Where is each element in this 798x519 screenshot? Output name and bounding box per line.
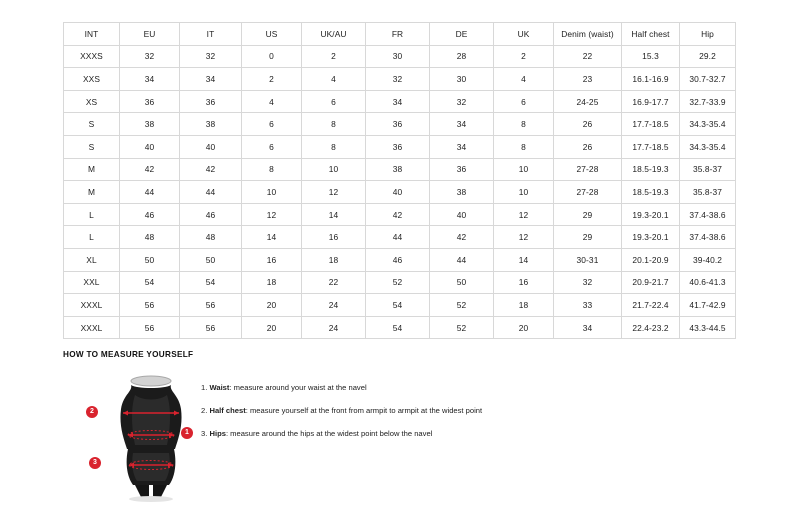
cell-uk-au: 22 xyxy=(302,271,366,294)
cell-int: S xyxy=(64,113,120,136)
cell-half-chest: 17.7-18.5 xyxy=(622,113,680,136)
cell-eu: 38 xyxy=(120,113,180,136)
cell-eu: 34 xyxy=(120,68,180,91)
cell-us: 6 xyxy=(242,135,302,158)
cell-eu: 48 xyxy=(120,226,180,249)
cell-int: XXL xyxy=(64,271,120,294)
table-row xyxy=(64,135,736,158)
cell-eu: 36 xyxy=(120,90,180,113)
badge-waist: 1 xyxy=(181,427,193,439)
table-body xyxy=(64,45,736,339)
note-term: Half chest xyxy=(209,406,246,416)
cell-int: L xyxy=(64,203,120,226)
cell-de: 52 xyxy=(430,294,494,317)
cell-uk-au: 16 xyxy=(302,226,366,249)
cell-it: 54 xyxy=(180,271,242,294)
badge-half-chest: 2 xyxy=(86,406,98,418)
cell-fr: 32 xyxy=(366,68,430,91)
cell-denim-waist: 23 xyxy=(554,68,622,91)
cell-fr: 34 xyxy=(366,90,430,113)
cell-us: 6 xyxy=(242,113,302,136)
cell-denim-waist: 27-28 xyxy=(554,158,622,181)
table-row xyxy=(64,181,736,204)
cell-half-chest: 17.7-18.5 xyxy=(622,135,680,158)
cell-de: 38 xyxy=(430,181,494,204)
column-header-de: DE xyxy=(430,23,494,46)
cell-us: 18 xyxy=(242,271,302,294)
cell-uk: 12 xyxy=(494,203,554,226)
cell-uk-au: 10 xyxy=(302,158,366,181)
cell-hip: 29.2 xyxy=(680,45,736,68)
cell-fr: 38 xyxy=(366,158,430,181)
column-header-uk: UK xyxy=(494,23,554,46)
cell-us: 16 xyxy=(242,248,302,271)
cell-de: 28 xyxy=(430,45,494,68)
cell-int: XXXL xyxy=(64,294,120,317)
how-to-measure-section xyxy=(63,350,763,503)
cell-it: 44 xyxy=(180,181,242,204)
cell-int: XL xyxy=(64,248,120,271)
column-header-fr: FR xyxy=(366,23,430,46)
cell-hip: 43.3-44.5 xyxy=(680,316,736,339)
cell-it: 56 xyxy=(180,316,242,339)
cell-int: XXS xyxy=(64,68,120,91)
cell-half-chest: 16.1-16.9 xyxy=(622,68,680,91)
table-row xyxy=(64,158,736,181)
note-text: : measure around your waist at the navel xyxy=(229,383,367,392)
cell-denim-waist: 22 xyxy=(554,45,622,68)
cell-denim-waist: 27-28 xyxy=(554,181,622,204)
table-row xyxy=(64,248,736,271)
cell-half-chest: 22.4-23.2 xyxy=(622,316,680,339)
cell-us: 10 xyxy=(242,181,302,204)
size-chart-container xyxy=(63,22,735,339)
cell-uk-au: 12 xyxy=(302,181,366,204)
note-text: : measure yourself at the front from armpit to armpit at the widest point xyxy=(245,406,483,416)
cell-hip: 35.8-37 xyxy=(680,158,736,181)
cell-uk-au: 24 xyxy=(302,294,366,317)
measurement-diagram xyxy=(63,373,193,503)
cell-uk: 2 xyxy=(494,45,554,68)
cell-us: 14 xyxy=(242,226,302,249)
measurement-notes xyxy=(193,373,482,452)
cell-denim-waist: 24-25 xyxy=(554,90,622,113)
cell-uk: 14 xyxy=(494,248,554,271)
cell-de: 50 xyxy=(430,271,494,294)
cell-de: 44 xyxy=(430,248,494,271)
cell-uk: 16 xyxy=(494,271,554,294)
cell-it: 42 xyxy=(180,158,242,181)
cell-half-chest: 18.5-19.3 xyxy=(622,158,680,181)
cell-uk: 12 xyxy=(494,226,554,249)
cell-eu: 44 xyxy=(120,181,180,204)
note-index: 3. xyxy=(201,429,208,439)
column-header-half-chest: Half chest xyxy=(622,23,680,46)
cell-hip: 41.7-42.9 xyxy=(680,294,736,317)
cell-int: XXXL xyxy=(64,316,120,339)
table-header-row xyxy=(64,23,736,46)
table-row xyxy=(64,68,736,91)
table-row xyxy=(64,45,736,68)
cell-us: 20 xyxy=(242,316,302,339)
cell-de: 40 xyxy=(430,203,494,226)
cell-fr: 44 xyxy=(366,226,430,249)
cell-uk: 8 xyxy=(494,135,554,158)
cell-us: 8 xyxy=(242,158,302,181)
cell-hip: 40.6-41.3 xyxy=(680,271,736,294)
badge-hips: 3 xyxy=(89,457,101,469)
cell-us: 2 xyxy=(242,68,302,91)
cell-uk: 10 xyxy=(494,181,554,204)
cell-eu: 50 xyxy=(120,248,180,271)
cell-int: L xyxy=(64,226,120,249)
column-header-hip: Hip xyxy=(680,23,736,46)
note-term: Waist xyxy=(209,383,230,392)
cell-de: 30 xyxy=(430,68,494,91)
cell-hip: 35.8-37 xyxy=(680,181,736,204)
cell-eu: 42 xyxy=(120,158,180,181)
cell-uk-au: 14 xyxy=(302,203,366,226)
cell-fr: 54 xyxy=(366,294,430,317)
table-row xyxy=(64,226,736,249)
cell-de: 32 xyxy=(430,90,494,113)
cell-hip: 37.4-38.6 xyxy=(680,203,736,226)
cell-uk: 10 xyxy=(494,158,554,181)
cell-half-chest: 16.9-17.7 xyxy=(622,90,680,113)
cell-uk-au: 2 xyxy=(302,45,366,68)
cell-int: M xyxy=(64,181,120,204)
table-row xyxy=(64,271,736,294)
note-text: : measure around the hips at the widest point below the navel xyxy=(225,429,433,439)
cell-it: 40 xyxy=(180,135,242,158)
table-row xyxy=(64,203,736,226)
mannequin-illustration xyxy=(101,373,201,508)
cell-fr: 46 xyxy=(366,248,430,271)
cell-int: M xyxy=(64,158,120,181)
cell-eu: 46 xyxy=(120,203,180,226)
cell-half-chest: 19.3-20.1 xyxy=(622,226,680,249)
note-term: Hips xyxy=(209,429,226,439)
cell-it: 34 xyxy=(180,68,242,91)
table-header xyxy=(64,23,736,46)
cell-uk-au: 18 xyxy=(302,248,366,271)
cell-half-chest: 21.7-22.4 xyxy=(622,294,680,317)
table-row xyxy=(64,113,736,136)
cell-it: 56 xyxy=(180,294,242,317)
cell-de: 34 xyxy=(430,113,494,136)
cell-de: 36 xyxy=(430,158,494,181)
cell-int: S xyxy=(64,135,120,158)
cell-uk: 20 xyxy=(494,316,554,339)
cell-denim-waist: 34 xyxy=(554,316,622,339)
cell-us: 12 xyxy=(242,203,302,226)
cell-fr: 36 xyxy=(366,135,430,158)
note-waist xyxy=(201,383,482,392)
cell-half-chest: 20.1-20.9 xyxy=(622,248,680,271)
cell-half-chest: 15.3 xyxy=(622,45,680,68)
cell-fr: 30 xyxy=(366,45,430,68)
cell-hip: 37.4-38.6 xyxy=(680,226,736,249)
cell-uk-au: 4 xyxy=(302,68,366,91)
cell-eu: 56 xyxy=(120,294,180,317)
cell-eu: 54 xyxy=(120,271,180,294)
column-header-it: IT xyxy=(180,23,242,46)
cell-denim-waist: 30-31 xyxy=(554,248,622,271)
cell-uk-au: 6 xyxy=(302,90,366,113)
cell-denim-waist: 26 xyxy=(554,113,622,136)
cell-fr: 40 xyxy=(366,181,430,204)
table-row xyxy=(64,90,736,113)
cell-de: 42 xyxy=(430,226,494,249)
note-hips xyxy=(201,429,482,438)
cell-half-chest: 20.9-21.7 xyxy=(622,271,680,294)
cell-uk-au: 24 xyxy=(302,316,366,339)
cell-fr: 36 xyxy=(366,113,430,136)
cell-hip: 39-40.2 xyxy=(680,248,736,271)
cell-de: 34 xyxy=(430,135,494,158)
cell-uk-au: 8 xyxy=(302,113,366,136)
table-row xyxy=(64,294,736,317)
cell-it: 32 xyxy=(180,45,242,68)
cell-half-chest: 19.3-20.1 xyxy=(622,203,680,226)
cell-denim-waist: 32 xyxy=(554,271,622,294)
cell-it: 48 xyxy=(180,226,242,249)
column-header-eu: EU xyxy=(120,23,180,46)
column-header-uk-au: UK/AU xyxy=(302,23,366,46)
cell-it: 36 xyxy=(180,90,242,113)
cell-hip: 32.7-33.9 xyxy=(680,90,736,113)
cell-uk-au: 8 xyxy=(302,135,366,158)
note-index: 1. xyxy=(201,383,208,392)
cell-eu: 40 xyxy=(120,135,180,158)
cell-us: 4 xyxy=(242,90,302,113)
column-header-us: US xyxy=(242,23,302,46)
cell-uk: 8 xyxy=(494,113,554,136)
cell-uk: 4 xyxy=(494,68,554,91)
column-header-int: INT xyxy=(64,23,120,46)
cell-hip: 30.7-32.7 xyxy=(680,68,736,91)
cell-int: XS xyxy=(64,90,120,113)
note-index: 2. xyxy=(201,406,208,416)
cell-it: 50 xyxy=(180,248,242,271)
cell-denim-waist: 29 xyxy=(554,203,622,226)
cell-it: 46 xyxy=(180,203,242,226)
cell-eu: 32 xyxy=(120,45,180,68)
table-row xyxy=(64,316,736,339)
cell-eu: 56 xyxy=(120,316,180,339)
cell-int: XXXS xyxy=(64,45,120,68)
cell-it: 38 xyxy=(180,113,242,136)
cell-hip: 34.3-35.4 xyxy=(680,135,736,158)
cell-us: 0 xyxy=(242,45,302,68)
cell-denim-waist: 29 xyxy=(554,226,622,249)
cell-us: 20 xyxy=(242,294,302,317)
cell-uk: 18 xyxy=(494,294,554,317)
note-half-chest xyxy=(201,406,482,415)
cell-fr: 54 xyxy=(366,316,430,339)
cell-denim-waist: 26 xyxy=(554,135,622,158)
size-chart-table xyxy=(63,22,736,339)
cell-uk: 6 xyxy=(494,90,554,113)
cell-fr: 52 xyxy=(366,271,430,294)
how-to-measure-title: HOW TO MEASURE YOURSELF xyxy=(63,350,194,359)
cell-fr: 42 xyxy=(366,203,430,226)
cell-half-chest: 18.5-19.3 xyxy=(622,181,680,204)
how-to-measure-body xyxy=(63,373,763,503)
column-header-denim-waist: Denim (waist) xyxy=(554,23,622,46)
cell-hip: 34.3-35.4 xyxy=(680,113,736,136)
cell-denim-waist: 33 xyxy=(554,294,622,317)
cell-de: 52 xyxy=(430,316,494,339)
